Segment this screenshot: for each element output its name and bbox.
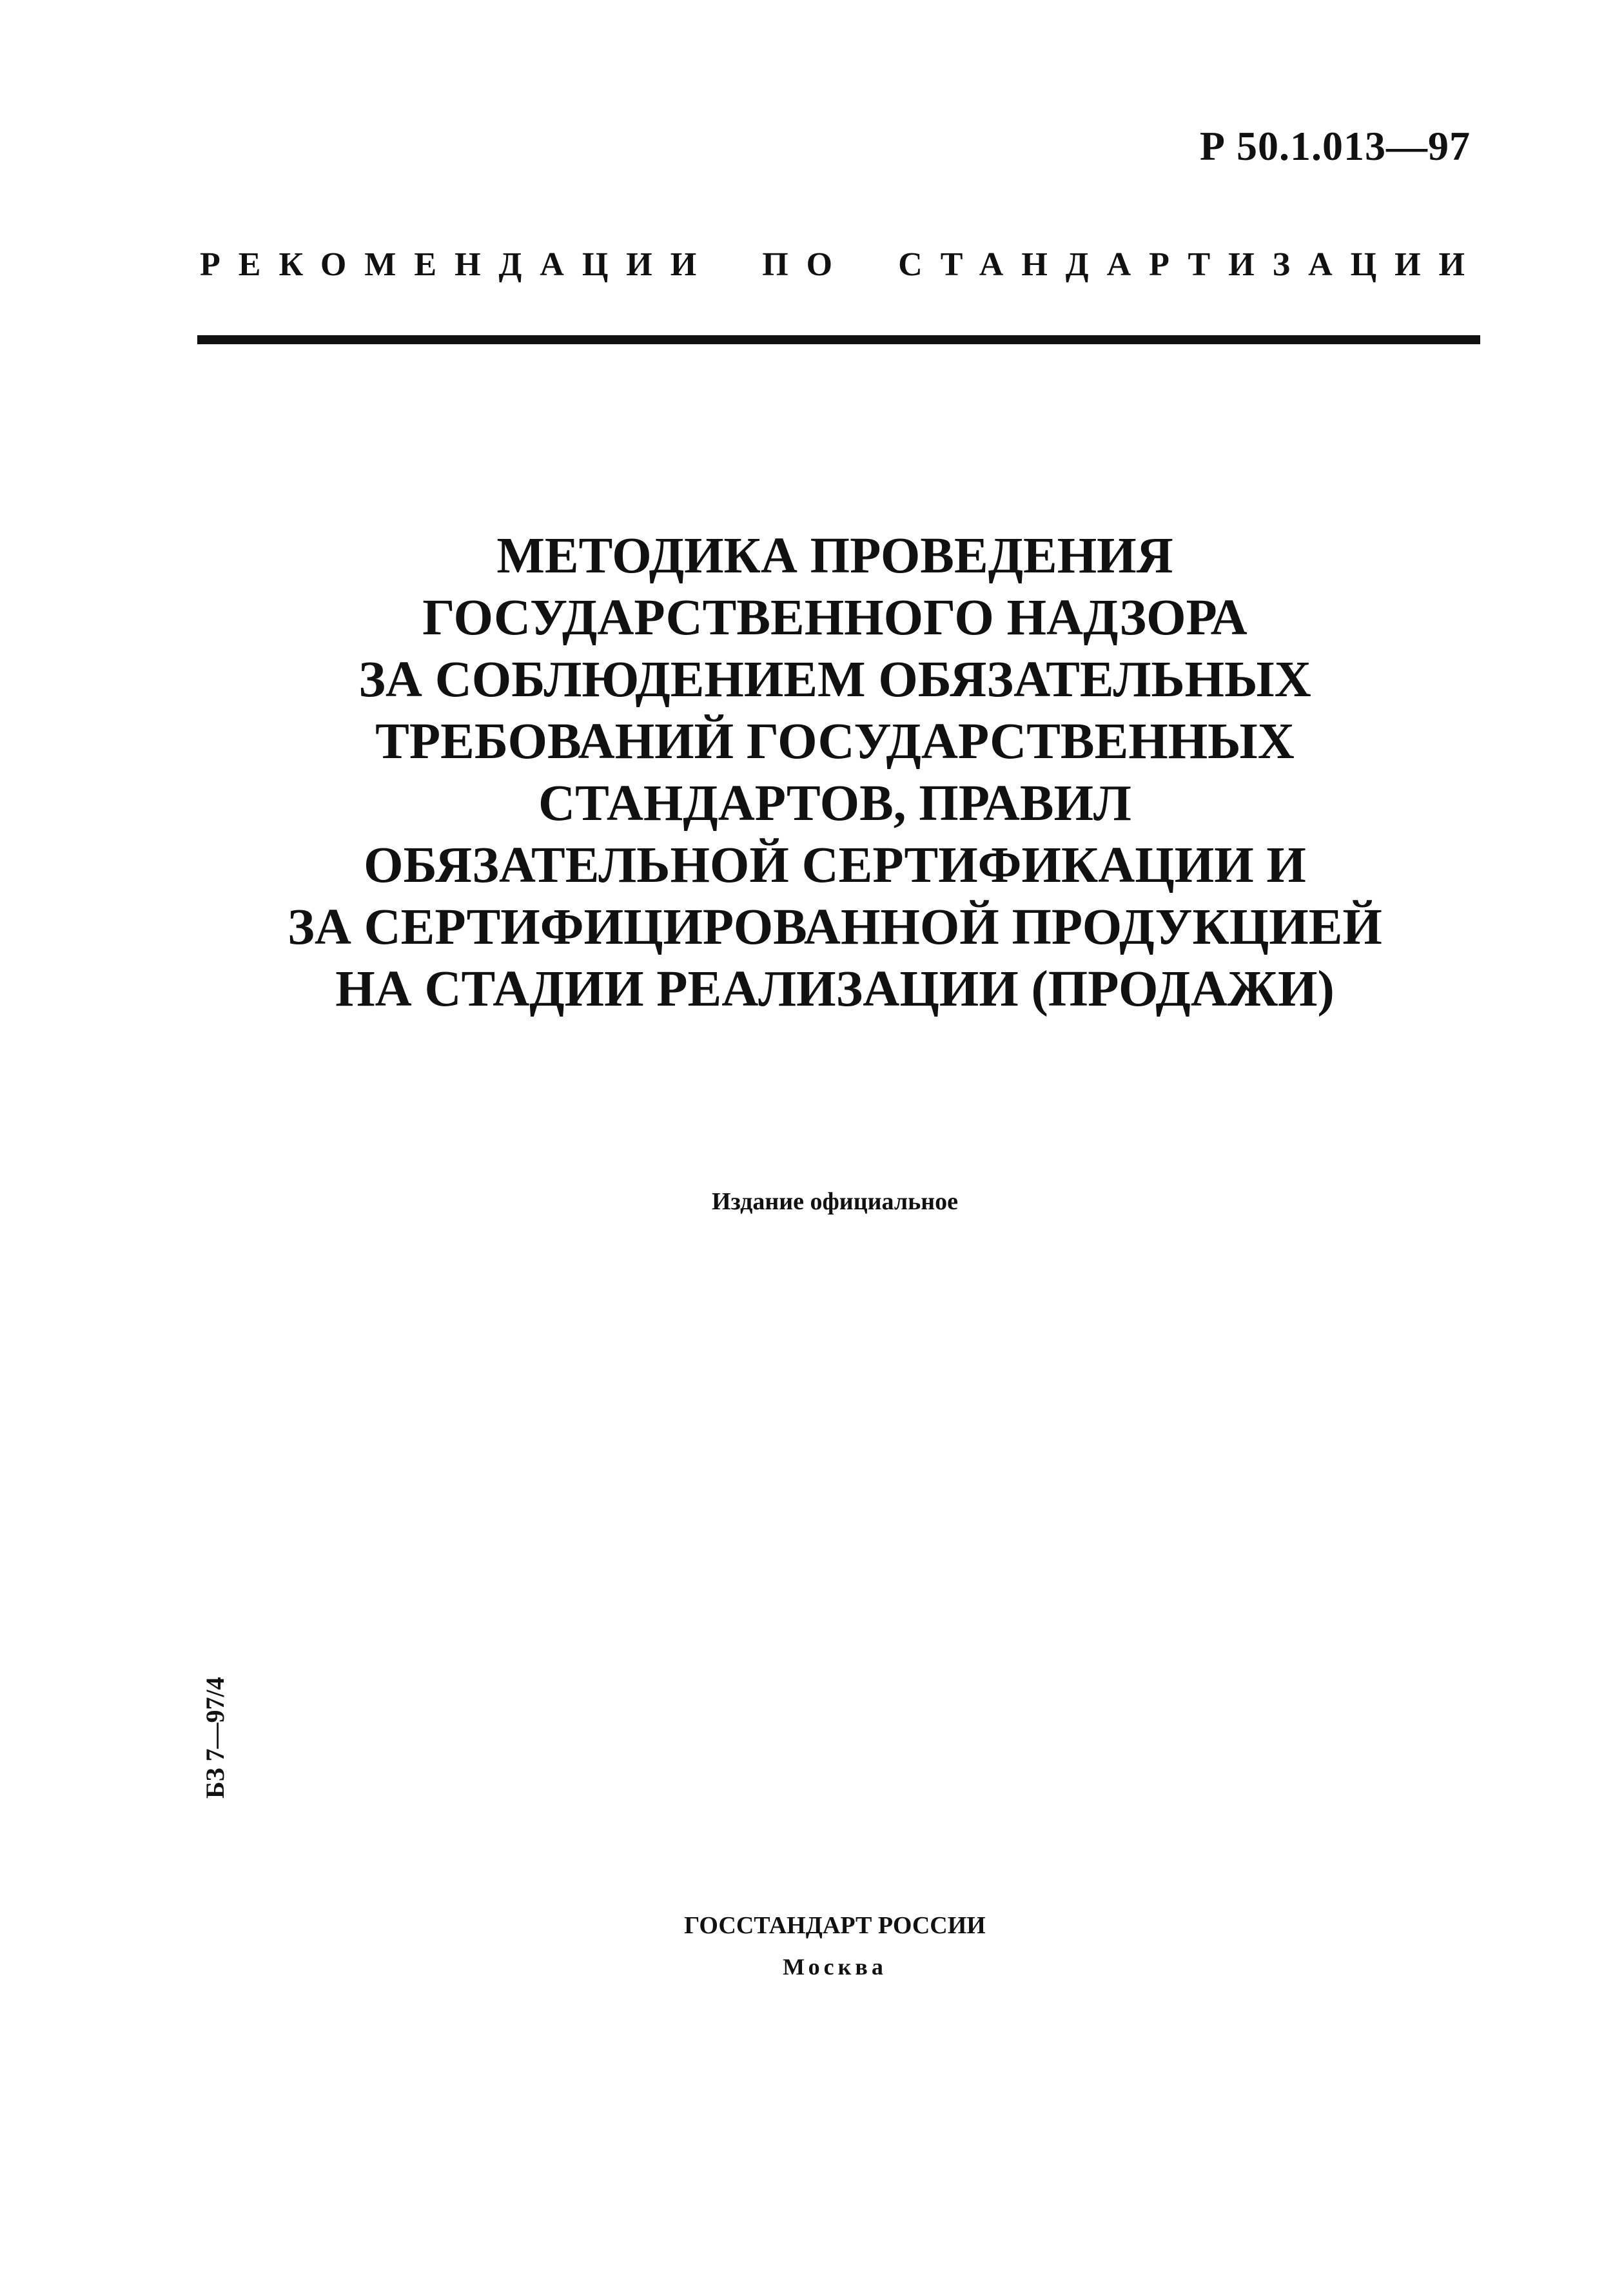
title-line: НА СТАДИИ РЕАЛИЗАЦИИ (ПРОДАЖИ) [335, 961, 1335, 1017]
header-rule [197, 335, 1480, 344]
title-line: ЗА СОБЛЮДЕНИЕМ ОБЯЗАТЕЛЬНЫХ [358, 652, 1311, 708]
title-line: ГОСУДАРСТВЕННОГО НАДЗОРА [422, 590, 1247, 646]
side-code: БЗ 7—97/4 [201, 1677, 230, 1799]
publisher: ГОССТАНДАРТ РОССИИ [684, 1912, 986, 1939]
edition-label: Издание официальное [711, 1188, 958, 1215]
title-line: ЗА СЕРТИФИЦИРОВАННОЙ ПРОДУКЦИЕЙ [288, 899, 1382, 955]
document-number: Р 50.1.013—97 [1199, 123, 1471, 169]
publication-city: Москва [783, 1954, 887, 1980]
title-line: ОБЯЗАТЕЛЬНОЙ СЕРТИФИКАЦИИ И [364, 837, 1306, 893]
series-title: РЕКОМЕНДАЦИИ ПО СТАНДАРТИЗАЦИИ [200, 246, 1483, 283]
title-line: МЕТОДИКА ПРОВЕДЕНИЯ [496, 528, 1173, 584]
title-line: СТАНДАРТОВ, ПРАВИЛ [538, 776, 1131, 832]
title-line: ТРЕБОВАНИЙ ГОСУДАРСТВЕННЫХ [375, 714, 1295, 770]
main-title [193, 525, 1476, 1020]
